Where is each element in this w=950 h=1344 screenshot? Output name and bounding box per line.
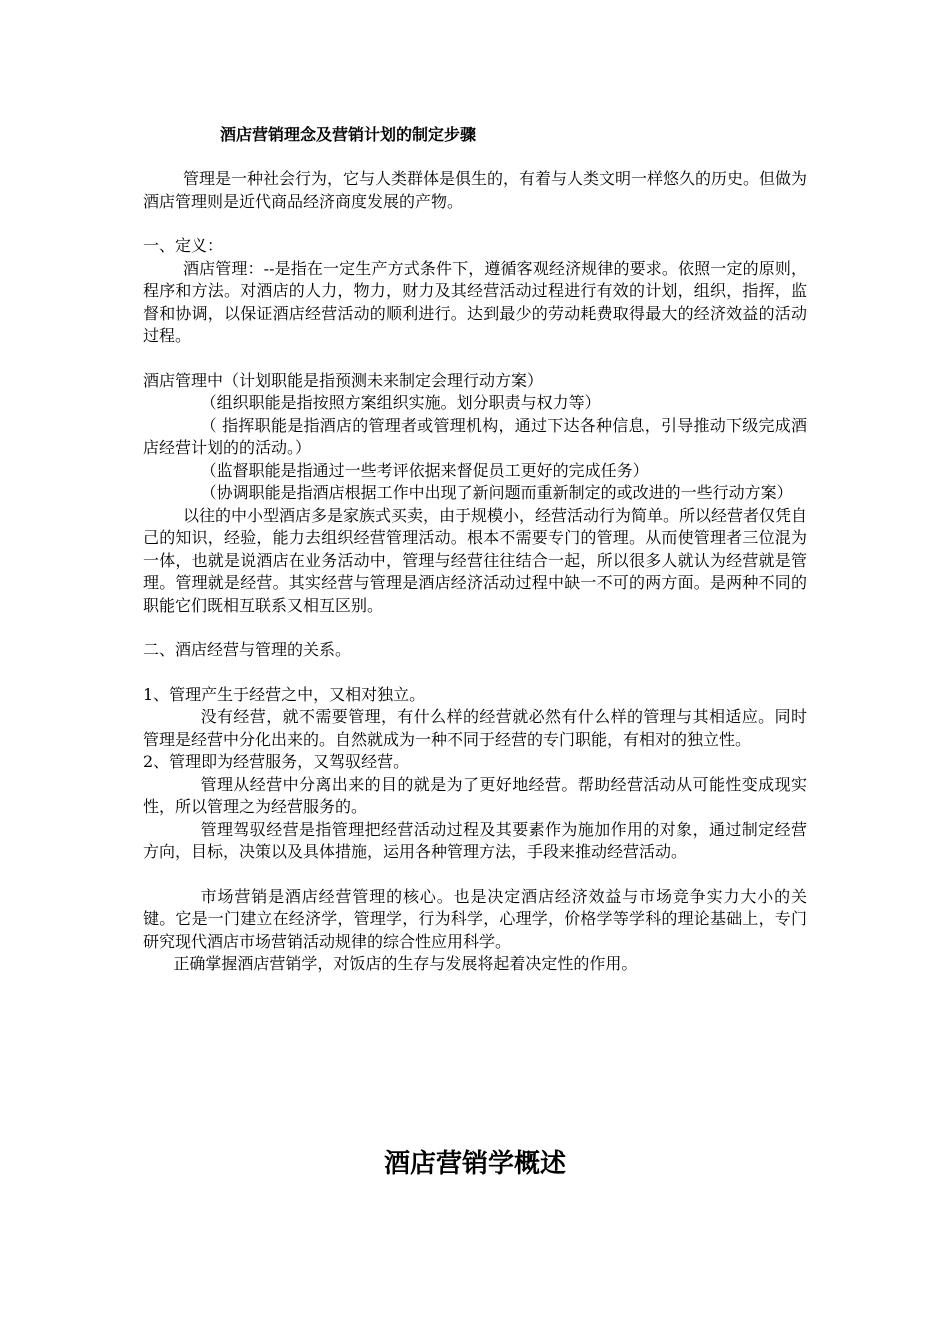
spacer xyxy=(143,662,807,684)
section2-heading: 二、酒店经营与管理的关系。 xyxy=(143,640,352,659)
spacer xyxy=(143,617,807,639)
spacer xyxy=(143,213,807,235)
spacer xyxy=(143,864,807,886)
document-body xyxy=(143,124,807,976)
marketing-paragraph: 市场营销是酒店经营管理的核心。也是决定酒店经济效益与市场竞争实力大小的关键。它是一门建立在经济学，管理学，行为科学，心理学，价格学等学科的理论基础上，专门研究现代酒店市场营销活动规律的综合性应用科学。 xyxy=(143,886,807,951)
function-planning: 酒店管理中（计划职能是指预测未来制定会理行动方案） xyxy=(143,370,544,390)
point2-body-2: 管理驾驭经营是指管理把经营活动过程及其要素作为施加作用的对象，通过制定经营方向，目标，决策以及具体措施，运用各种管理方法，手段来推动经营活动。 xyxy=(143,819,807,861)
past-paragraph: 以往的中小型酒店多是家族式买卖，由于规模小，经营活动行为简单。所以经营者仅凭自己的知识，经验，能力去组织经营管理活动。根本不需要专门的管理。从而使管理者三位混为一体，也就是说酒店在业务活动中，管理与经营往往结合一起，所以很多人就认为经营就是管理。管理就是经营。其实经营与管理是酒店经济活动过程中缺一不可的两方面。是两种不同的职能它们既相互联系又相互区别。 xyxy=(143,505,808,615)
closing-line: 正确掌握酒店营销学，对饭店的生存与发展将起着决定性的作用。 xyxy=(173,954,638,973)
point2-heading: 2、管理即为经营服务，又驾驭经营。 xyxy=(143,752,410,771)
definition-paragraph: 酒店管理：--是指在一定生产方式条件下，遵循客观经济规律的要求。依照一定的原则，程序和方法。对酒店的人力，物力，财力及其经营活动过程进行有效的计划，组织，指挥，监督和协调，以保证酒店经营活动的顺利进行。达到最少的劳动耗费取得最大的经济效益的活动过程。 xyxy=(143,258,807,345)
function-directing: （ 指挥职能是指酒店的管理者或管理机构，通过下达各种信息，引导推动下级完成酒店经营计划的的活动。） xyxy=(143,415,807,457)
title-spacer xyxy=(143,124,807,168)
spacer xyxy=(143,348,807,370)
next-section-heading: 酒店营销学概述 xyxy=(383,1149,566,1179)
intro-paragraph: 管理是一种社会行为，它与人类群体是俱生的，有着与人类文明一样悠久的历史。但做为酒店管理则是近代商品经济商度发展的产物。 xyxy=(143,169,808,211)
section1-heading: 一、定义： xyxy=(143,236,224,255)
function-organizing: （组织职能是指按照方案组织实施。划分职责与权力等） xyxy=(200,393,601,412)
point2-body-1: 管理从经营中分离出来的目的就是为了更好地经营。帮助经营活动从可能性变成现实性，所以管理之为经营服务的。 xyxy=(143,774,807,816)
function-supervising: （监督职能是指通过一些考评依据来督促员工更好的完成任务） xyxy=(200,460,649,480)
document-title: 酒店营销理念及营销计划的制定步骤 xyxy=(220,125,477,144)
point1-body: 没有经营，就不需要管理，有什么样的经营就必然有什么样的管理与其相适应。同时管理是经营中分化出来的。自然就成为一种不同于经营的专门职能，有相对的独立性。 xyxy=(143,707,807,749)
function-coordinating: （协调职能是指酒店根据工作中出现了新问题而重新制定的或改进的一些行动方案） xyxy=(200,483,793,502)
point1-heading: 1、管理产生于经营之中，又相对独立。 xyxy=(143,684,426,704)
